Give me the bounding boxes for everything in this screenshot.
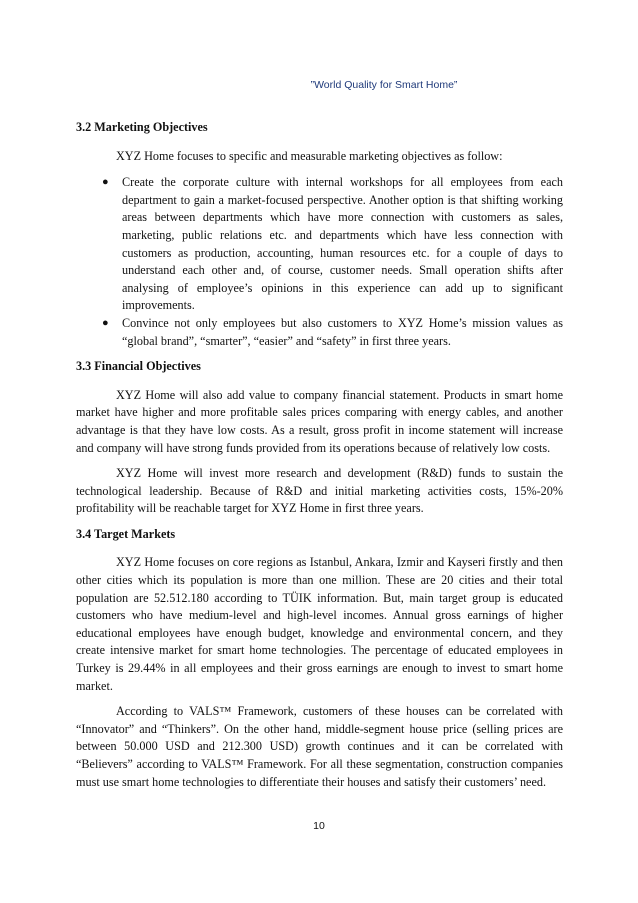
list-item-text: Convince not only employees but also customers to XYZ Home’s mission values as “global brand”, “smarter”, “easier” and “safety” in first three years. <box>122 315 563 348</box>
bullet-icon: ● <box>102 316 109 329</box>
section-heading-target-markets: 3.4 Target Markets <box>76 526 176 541</box>
page-number: 10 <box>313 820 325 832</box>
section-heading-marketing: 3.2 Marketing Objectives <box>76 120 208 134</box>
target-paragraph-1: XYZ Home focuses on core regions as Istanbul, Ankara, Izmir and Kayseri firstly and then other cities which its population is more than one million. These are 20 cities and their total population are 52.512.180 according to TÜIK information. But, main target group is educated customers who have medium-level and high-level incomes. Annual gross earnings of higher educational employees have enough budget, knowledge and environmental concern, and they create intensive market for smart home technologies. The percentage of educated employees in Turkey is 29.44% in all employees and their gross earnings are enough to invest to smart home market. <box>76 555 563 693</box>
page-header: ”World Quality for Smart Home” <box>310 79 458 91</box>
financial-paragraph-1: XYZ Home will also add value to company financial statement. Products in smart home market have higher and more profitable sales prices comparing with energy cables, and another advantage is that they have low costs. As a result, gross profit in income statement will increase and company will have strong funds provided from its operations because of relatively low costs. <box>76 387 563 455</box>
target-paragraph-2: According to VALS™ Framework, customers of these houses can be correlated with “Innovator” and “Thinkers”. On the other hand, middle-segment house price (selling prices are between 50.000 USD and 212.300 USD) growth continues and it can be correlated with “Believers” according to VALS™ Framework. For all these segmentation, construction companies must use smart home technologies to differentiate their houses and satisfy their customers’ need. <box>76 704 563 789</box>
page-content <box>76 119 563 799</box>
list-item-text: Create the corporate culture with internal workshops for all employees from each department to gain a market-focused perspective. Another option is that shifting working areas between departments which have more connection with customers as sales, marketing, public relations etc. and departments which have less connection with customers as production, accounting, human resources etc. for a couple of days to understand each other and, of course, customer needs. Small operation shifts after analysing of employee’s opinions in this experience can add up to significant improvements. <box>122 175 563 313</box>
section-heading-financial: 3.3 Financial Objectives <box>76 359 201 374</box>
list-item <box>76 174 563 315</box>
marketing-intro: XYZ Home focuses to specific and measurable marketing objectives as follow: <box>116 148 503 163</box>
list-item <box>76 315 563 350</box>
bullet-icon: ● <box>102 176 109 189</box>
financial-paragraph-2: XYZ Home will invest more research and development (R&D) funds to sustain the technological leadership. Because of R&D and initial marketing activities costs, 15%-20% profitability will be reachable target for XYZ Home in first three years. <box>76 466 563 516</box>
marketing-bullet-list <box>76 174 563 350</box>
